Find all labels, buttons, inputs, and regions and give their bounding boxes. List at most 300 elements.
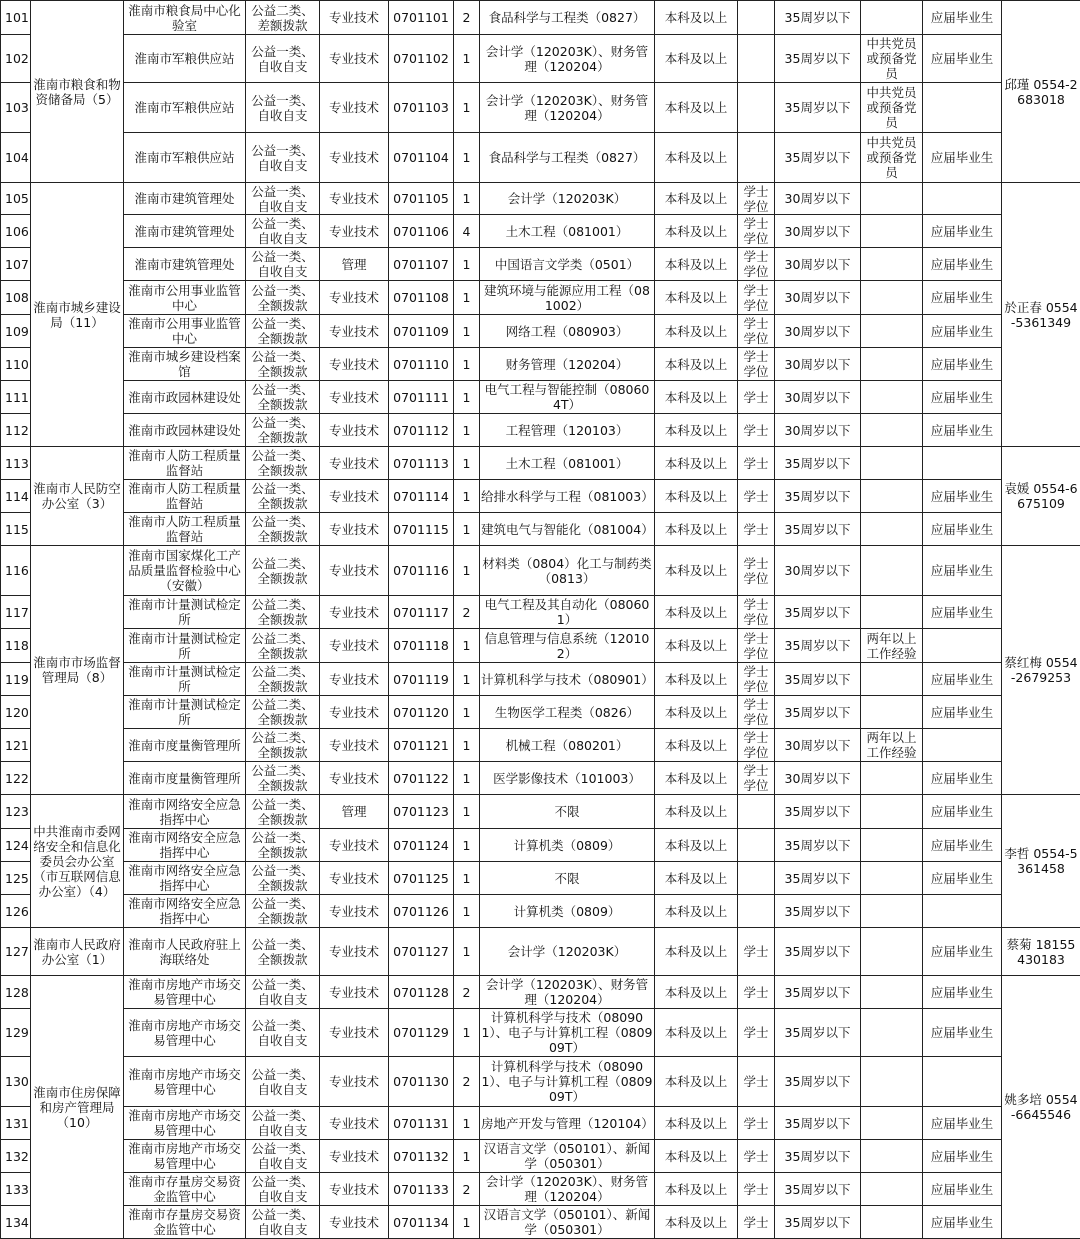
degree-cell: 学士 xyxy=(738,1173,775,1206)
row-number-cell: 131 xyxy=(1,1107,31,1140)
unit-cell: 淮南市人防工程质量监督站 xyxy=(124,447,246,480)
other-cell xyxy=(861,696,923,729)
other-cell xyxy=(861,1009,923,1057)
age-cell: 35周岁以下 xyxy=(775,1,861,35)
unit-cell: 淮南市度量衡管理所 xyxy=(124,762,246,795)
position-cell: 专业技术 xyxy=(320,1,389,35)
code-cell: 0701114 xyxy=(389,480,454,513)
count-cell: 1 xyxy=(454,729,480,762)
education-cell: 本科及以上 xyxy=(655,513,738,546)
major-cell: 会计学（120203K）、财务管理（120204） xyxy=(480,1173,655,1206)
target-cell xyxy=(923,629,1002,663)
target-cell: 应届毕业生 xyxy=(923,1,1002,35)
target-cell xyxy=(923,729,1002,762)
age-cell: 35周岁以下 xyxy=(775,83,861,133)
count-cell: 1 xyxy=(454,315,480,348)
other-cell: 中共党员或预备党员 xyxy=(861,83,923,133)
degree-cell xyxy=(738,1,775,35)
row-number-cell: 106 xyxy=(1,215,31,248)
education-cell: 本科及以上 xyxy=(655,1057,738,1107)
position-cell: 专业技术 xyxy=(320,729,389,762)
position-cell: 专业技术 xyxy=(320,895,389,928)
code-cell: 0701119 xyxy=(389,663,454,696)
unit-cell: 淮南市网络安全应急指挥中心 xyxy=(124,862,246,895)
age-cell: 35周岁以下 xyxy=(775,976,861,1009)
count-cell: 1 xyxy=(454,83,480,133)
contact-cell: 於正春 0554-5361349 xyxy=(1002,183,1080,447)
education-cell: 本科及以上 xyxy=(655,795,738,829)
degree-cell: 学士学位 xyxy=(738,281,775,315)
degree-cell xyxy=(738,895,775,928)
count-cell: 1 xyxy=(454,1140,480,1173)
code-cell: 0701126 xyxy=(389,895,454,928)
other-cell xyxy=(861,513,923,546)
table-row xyxy=(1,663,1080,696)
count-cell: 1 xyxy=(454,480,480,513)
row-number-cell: 129 xyxy=(1,1009,31,1057)
education-cell: 本科及以上 xyxy=(655,928,738,976)
degree-cell: 学士 xyxy=(738,381,775,414)
row-number-cell: 125 xyxy=(1,862,31,895)
table-row xyxy=(1,480,1080,513)
count-cell: 1 xyxy=(454,862,480,895)
major-cell: 会计学（120203K）、财务管理（120204） xyxy=(480,976,655,1009)
position-cell: 专业技术 xyxy=(320,513,389,546)
target-cell: 应届毕业生 xyxy=(923,1173,1002,1206)
target-cell: 应届毕业生 xyxy=(923,829,1002,862)
degree-cell: 学士学位 xyxy=(738,596,775,629)
degree-cell: 学士学位 xyxy=(738,546,775,596)
type-cell: 公益一类、自收自支 xyxy=(246,1009,320,1057)
position-cell: 专业技术 xyxy=(320,596,389,629)
target-cell: 应届毕业生 xyxy=(923,348,1002,381)
degree-cell xyxy=(738,829,775,862)
major-cell: 不限 xyxy=(480,862,655,895)
table-body xyxy=(1,1,1080,1239)
code-cell: 0701103 xyxy=(389,83,454,133)
count-cell: 2 xyxy=(454,1057,480,1107)
unit-cell: 淮南市公用事业监管中心 xyxy=(124,281,246,315)
position-cell: 专业技术 xyxy=(320,35,389,83)
row-number-cell: 130 xyxy=(1,1057,31,1107)
table-row xyxy=(1,1,1080,35)
unit-cell: 淮南市房地产市场交易管理中心 xyxy=(124,1009,246,1057)
education-cell: 本科及以上 xyxy=(655,1173,738,1206)
education-cell: 本科及以上 xyxy=(655,315,738,348)
age-cell: 35周岁以下 xyxy=(775,862,861,895)
other-cell xyxy=(861,183,923,215)
table-row xyxy=(1,829,1080,862)
unit-cell: 淮南市计量测试检定所 xyxy=(124,696,246,729)
position-cell: 专业技术 xyxy=(320,83,389,133)
count-cell: 1 xyxy=(454,447,480,480)
code-cell: 0701122 xyxy=(389,762,454,795)
other-cell xyxy=(861,281,923,315)
age-cell: 30周岁以下 xyxy=(775,248,861,281)
other-cell xyxy=(861,546,923,596)
position-cell: 管理 xyxy=(320,795,389,829)
other-cell xyxy=(861,976,923,1009)
code-cell: 0701132 xyxy=(389,1140,454,1173)
degree-cell xyxy=(738,35,775,83)
type-cell: 公益一类、全额拨款 xyxy=(246,795,320,829)
table-row xyxy=(1,629,1080,663)
age-cell: 35周岁以下 xyxy=(775,795,861,829)
code-cell: 0701130 xyxy=(389,1057,454,1107)
other-cell xyxy=(861,381,923,414)
degree-cell: 学士学位 xyxy=(738,315,775,348)
degree-cell: 学士 xyxy=(738,513,775,546)
education-cell: 本科及以上 xyxy=(655,248,738,281)
education-cell: 本科及以上 xyxy=(655,480,738,513)
position-cell: 专业技术 xyxy=(320,1173,389,1206)
unit-cell: 淮南市网络安全应急指挥中心 xyxy=(124,829,246,862)
contact-cell: 姚多培 0554-6645546 xyxy=(1002,976,1080,1239)
other-cell xyxy=(861,1057,923,1107)
age-cell: 35周岁以下 xyxy=(775,513,861,546)
major-cell: 食品科学与工程类（0827） xyxy=(480,133,655,183)
education-cell: 本科及以上 xyxy=(655,1206,738,1239)
target-cell: 应届毕业生 xyxy=(923,762,1002,795)
table-row xyxy=(1,414,1080,447)
department-cell: 淮南市城乡建设局（11） xyxy=(31,183,124,447)
code-cell: 0701106 xyxy=(389,215,454,248)
degree-cell: 学士 xyxy=(738,414,775,447)
table-row xyxy=(1,215,1080,248)
education-cell: 本科及以上 xyxy=(655,629,738,663)
position-cell: 专业技术 xyxy=(320,762,389,795)
table-row xyxy=(1,513,1080,546)
unit-cell: 淮南市房地产市场交易管理中心 xyxy=(124,976,246,1009)
type-cell: 公益二类、差额拨款 xyxy=(246,1,320,35)
contact-cell: 邱瑾 0554-2683018 xyxy=(1002,1,1080,183)
education-cell: 本科及以上 xyxy=(655,281,738,315)
count-cell: 2 xyxy=(454,1,480,35)
type-cell: 公益二类、全额拨款 xyxy=(246,696,320,729)
position-cell: 专业技术 xyxy=(320,976,389,1009)
major-cell: 财务管理（120204） xyxy=(480,348,655,381)
unit-cell: 淮南市政园林建设处 xyxy=(124,381,246,414)
count-cell: 1 xyxy=(454,1009,480,1057)
other-cell: 中共党员或预备党员 xyxy=(861,133,923,183)
other-cell xyxy=(861,596,923,629)
position-cell: 专业技术 xyxy=(320,315,389,348)
education-cell: 本科及以上 xyxy=(655,1,738,35)
degree-cell: 学士学位 xyxy=(738,629,775,663)
table-row xyxy=(1,248,1080,281)
age-cell: 35周岁以下 xyxy=(775,480,861,513)
code-cell: 0701129 xyxy=(389,1009,454,1057)
type-cell: 公益一类、自收自支 xyxy=(246,1057,320,1107)
contact-cell: 蔡红梅 0554-2679253 xyxy=(1002,546,1080,795)
major-cell: 土木工程（081001） xyxy=(480,215,655,248)
degree-cell: 学士 xyxy=(738,480,775,513)
age-cell: 35周岁以下 xyxy=(775,1140,861,1173)
type-cell: 公益一类、全额拨款 xyxy=(246,348,320,381)
target-cell xyxy=(923,83,1002,133)
code-cell: 0701133 xyxy=(389,1173,454,1206)
major-cell: 建筑电气与智能化（081004） xyxy=(480,513,655,546)
position-cell: 专业技术 xyxy=(320,1057,389,1107)
type-cell: 公益一类、自收自支 xyxy=(246,1173,320,1206)
other-cell xyxy=(861,1173,923,1206)
education-cell: 本科及以上 xyxy=(655,895,738,928)
major-cell: 不限 xyxy=(480,795,655,829)
count-cell: 2 xyxy=(454,976,480,1009)
education-cell: 本科及以上 xyxy=(655,133,738,183)
major-cell: 汉语言文学（050101）、新闻学（050301） xyxy=(480,1140,655,1173)
unit-cell: 淮南市建筑管理处 xyxy=(124,215,246,248)
education-cell: 本科及以上 xyxy=(655,83,738,133)
table-row xyxy=(1,1173,1080,1206)
degree-cell: 学士 xyxy=(738,976,775,1009)
other-cell: 两年以上工作经验 xyxy=(861,729,923,762)
type-cell: 公益一类、自收自支 xyxy=(246,215,320,248)
unit-cell: 淮南市人民政府驻上海联络处 xyxy=(124,928,246,976)
education-cell: 本科及以上 xyxy=(655,829,738,862)
target-cell: 应届毕业生 xyxy=(923,663,1002,696)
type-cell: 公益一类、全额拨款 xyxy=(246,447,320,480)
type-cell: 公益二类、全额拨款 xyxy=(246,629,320,663)
major-cell: 会计学（120203K） xyxy=(480,183,655,215)
table-row xyxy=(1,83,1080,133)
major-cell: 医学影像技术（101003） xyxy=(480,762,655,795)
other-cell xyxy=(861,829,923,862)
count-cell: 1 xyxy=(454,696,480,729)
unit-cell: 淮南市建筑管理处 xyxy=(124,183,246,215)
table-row xyxy=(1,762,1080,795)
row-number-cell: 121 xyxy=(1,729,31,762)
count-cell: 1 xyxy=(454,281,480,315)
code-cell: 0701117 xyxy=(389,596,454,629)
unit-cell: 淮南市公用事业监管中心 xyxy=(124,315,246,348)
other-cell xyxy=(861,480,923,513)
target-cell xyxy=(923,1057,1002,1107)
row-number-cell: 134 xyxy=(1,1206,31,1239)
age-cell: 35周岁以下 xyxy=(775,1206,861,1239)
education-cell: 本科及以上 xyxy=(655,381,738,414)
position-cell: 专业技术 xyxy=(320,381,389,414)
unit-cell: 淮南市军粮供应站 xyxy=(124,83,246,133)
degree-cell xyxy=(738,795,775,829)
education-cell: 本科及以上 xyxy=(655,1140,738,1173)
major-cell: 机械工程（080201） xyxy=(480,729,655,762)
age-cell: 30周岁以下 xyxy=(775,281,861,315)
target-cell: 应届毕业生 xyxy=(923,795,1002,829)
code-cell: 0701101 xyxy=(389,1,454,35)
unit-cell: 淮南市计量测试检定所 xyxy=(124,629,246,663)
position-cell: 专业技术 xyxy=(320,629,389,663)
major-cell: 会计学（120203K）、财务管理（120204） xyxy=(480,35,655,83)
major-cell: 中国语言文学类（0501） xyxy=(480,248,655,281)
education-cell: 本科及以上 xyxy=(655,696,738,729)
age-cell: 30周岁以下 xyxy=(775,183,861,215)
age-cell: 35周岁以下 xyxy=(775,696,861,729)
degree-cell: 学士学位 xyxy=(738,729,775,762)
row-number-cell: 104 xyxy=(1,133,31,183)
code-cell: 0701127 xyxy=(389,928,454,976)
position-cell: 专业技术 xyxy=(320,1107,389,1140)
code-cell: 0701134 xyxy=(389,1206,454,1239)
other-cell xyxy=(861,1140,923,1173)
target-cell: 应届毕业生 xyxy=(923,480,1002,513)
target-cell: 应届毕业生 xyxy=(923,381,1002,414)
type-cell: 公益一类、自收自支 xyxy=(246,248,320,281)
table-row xyxy=(1,546,1080,596)
other-cell xyxy=(861,1,923,35)
major-cell: 信息管理与信息系统（120102） xyxy=(480,629,655,663)
count-cell: 1 xyxy=(454,795,480,829)
major-cell: 电气工程及其自动化（080601） xyxy=(480,596,655,629)
target-cell: 应届毕业生 xyxy=(923,546,1002,596)
other-cell xyxy=(861,862,923,895)
type-cell: 公益一类、自收自支 xyxy=(246,35,320,83)
code-cell: 0701109 xyxy=(389,315,454,348)
age-cell: 30周岁以下 xyxy=(775,348,861,381)
unit-cell: 淮南市房地产市场交易管理中心 xyxy=(124,1107,246,1140)
major-cell: 建筑环境与能源应用工程（081002） xyxy=(480,281,655,315)
education-cell: 本科及以上 xyxy=(655,183,738,215)
code-cell: 0701131 xyxy=(389,1107,454,1140)
code-cell: 0701116 xyxy=(389,546,454,596)
code-cell: 0701111 xyxy=(389,381,454,414)
count-cell: 2 xyxy=(454,1173,480,1206)
count-cell: 1 xyxy=(454,35,480,83)
row-number-cell: 118 xyxy=(1,629,31,663)
unit-cell: 淮南市计量测试检定所 xyxy=(124,663,246,696)
table-row xyxy=(1,1107,1080,1140)
education-cell: 本科及以上 xyxy=(655,1009,738,1057)
age-cell: 30周岁以下 xyxy=(775,762,861,795)
code-cell: 0701112 xyxy=(389,414,454,447)
target-cell: 应届毕业生 xyxy=(923,696,1002,729)
position-cell: 专业技术 xyxy=(320,348,389,381)
major-cell: 计算机类（0809） xyxy=(480,829,655,862)
table-row xyxy=(1,447,1080,480)
type-cell: 公益一类、全额拨款 xyxy=(246,895,320,928)
code-cell: 0701125 xyxy=(389,862,454,895)
row-number-cell: 108 xyxy=(1,281,31,315)
count-cell: 1 xyxy=(454,546,480,596)
education-cell: 本科及以上 xyxy=(655,762,738,795)
row-number-cell: 101 xyxy=(1,1,31,35)
position-cell: 专业技术 xyxy=(320,183,389,215)
code-cell: 0701102 xyxy=(389,35,454,83)
row-number-cell: 107 xyxy=(1,248,31,281)
type-cell: 公益一类、自收自支 xyxy=(246,1107,320,1140)
unit-cell: 淮南市计量测试检定所 xyxy=(124,596,246,629)
unit-cell: 淮南市网络安全应急指挥中心 xyxy=(124,795,246,829)
table-row xyxy=(1,348,1080,381)
education-cell: 本科及以上 xyxy=(655,447,738,480)
position-cell: 专业技术 xyxy=(320,928,389,976)
code-cell: 0701105 xyxy=(389,183,454,215)
other-cell: 中共党员或预备党员 xyxy=(861,35,923,83)
other-cell xyxy=(861,315,923,348)
major-cell: 电气工程与智能控制（080604T） xyxy=(480,381,655,414)
age-cell: 35周岁以下 xyxy=(775,663,861,696)
row-number-cell: 133 xyxy=(1,1173,31,1206)
unit-cell: 淮南市度量衡管理所 xyxy=(124,729,246,762)
other-cell xyxy=(861,348,923,381)
department-cell: 淮南市粮食和物资储备局（5） xyxy=(31,1,124,183)
age-cell: 35周岁以下 xyxy=(775,1057,861,1107)
table-row xyxy=(1,928,1080,976)
target-cell xyxy=(923,447,1002,480)
count-cell: 1 xyxy=(454,762,480,795)
table-row xyxy=(1,895,1080,928)
position-cell: 管理 xyxy=(320,248,389,281)
type-cell: 公益一类、全额拨款 xyxy=(246,480,320,513)
department-cell: 淮南市人民防空办公室（3） xyxy=(31,447,124,546)
other-cell xyxy=(861,1107,923,1140)
table-row xyxy=(1,281,1080,315)
unit-cell: 淮南市存量房交易资金监管中心 xyxy=(124,1173,246,1206)
degree-cell: 学士学位 xyxy=(738,248,775,281)
target-cell: 应届毕业生 xyxy=(923,414,1002,447)
age-cell: 35周岁以下 xyxy=(775,928,861,976)
degree-cell: 学士学位 xyxy=(738,348,775,381)
count-cell: 1 xyxy=(454,414,480,447)
position-cell: 专业技术 xyxy=(320,480,389,513)
position-cell: 专业技术 xyxy=(320,1140,389,1173)
target-cell: 应届毕业生 xyxy=(923,248,1002,281)
degree-cell: 学士学位 xyxy=(738,663,775,696)
code-cell: 0701123 xyxy=(389,795,454,829)
department-cell: 淮南市市场监督管理局（8） xyxy=(31,546,124,795)
age-cell: 30周岁以下 xyxy=(775,414,861,447)
major-cell: 食品科学与工程类（0827） xyxy=(480,1,655,35)
degree-cell: 学士 xyxy=(738,1206,775,1239)
education-cell: 本科及以上 xyxy=(655,546,738,596)
row-number-cell: 115 xyxy=(1,513,31,546)
count-cell: 1 xyxy=(454,348,480,381)
code-cell: 0701115 xyxy=(389,513,454,546)
code-cell: 0701107 xyxy=(389,248,454,281)
unit-cell: 淮南市建筑管理处 xyxy=(124,248,246,281)
major-cell: 会计学（120203K） xyxy=(480,928,655,976)
age-cell: 35周岁以下 xyxy=(775,629,861,663)
other-cell xyxy=(861,215,923,248)
major-cell: 材料类（0804）化工与制药类（0813） xyxy=(480,546,655,596)
code-cell: 0701120 xyxy=(389,696,454,729)
count-cell: 1 xyxy=(454,629,480,663)
target-cell: 应届毕业生 xyxy=(923,1140,1002,1173)
position-cell: 专业技术 xyxy=(320,281,389,315)
table-row xyxy=(1,596,1080,629)
type-cell: 公益一类、全额拨款 xyxy=(246,281,320,315)
other-cell xyxy=(861,928,923,976)
row-number-cell: 103 xyxy=(1,83,31,133)
count-cell: 1 xyxy=(454,183,480,215)
target-cell: 应届毕业生 xyxy=(923,215,1002,248)
contact-cell: 袁媛 0554-6675109 xyxy=(1002,447,1080,546)
row-number-cell: 122 xyxy=(1,762,31,795)
row-number-cell: 109 xyxy=(1,315,31,348)
other-cell xyxy=(861,248,923,281)
type-cell: 公益一类、全额拨款 xyxy=(246,414,320,447)
position-cell: 专业技术 xyxy=(320,1009,389,1057)
target-cell: 应届毕业生 xyxy=(923,862,1002,895)
target-cell: 应届毕业生 xyxy=(923,35,1002,83)
code-cell: 0701124 xyxy=(389,829,454,862)
table-row xyxy=(1,729,1080,762)
count-cell: 1 xyxy=(454,513,480,546)
table-row xyxy=(1,862,1080,895)
age-cell: 35周岁以下 xyxy=(775,829,861,862)
major-cell: 计算机类（0809） xyxy=(480,895,655,928)
position-cell: 专业技术 xyxy=(320,663,389,696)
